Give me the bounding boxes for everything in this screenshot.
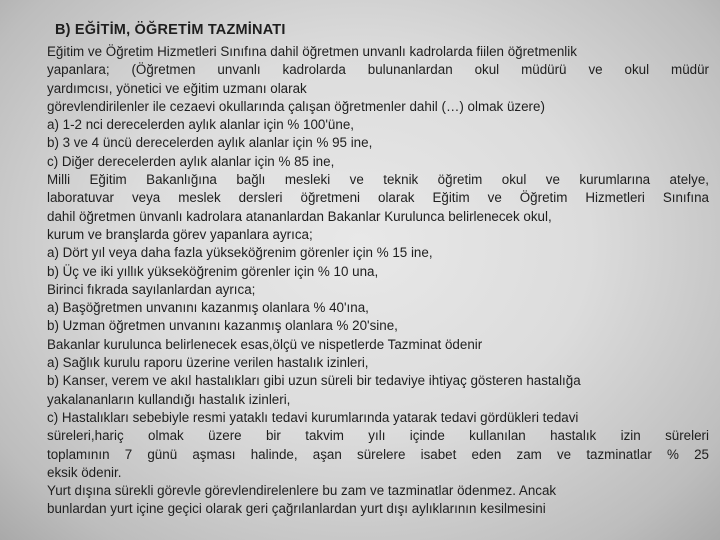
text-line: c) Diğer derecelerden aylık alanlar için % 85 ine, — [47, 153, 335, 169]
text-line: a) Başöğretmen unvanını kazanmış olanlara % 40'ına, — [47, 300, 369, 316]
text-line: a) Sağlık kurulu raporu üzerine verilen hastalık izinleri, — [47, 355, 369, 371]
text-line: Yurt dışına sürekli görevle görevlendirelenlere bu zam ve tazminatlar ödenmez. Ancak — [47, 483, 557, 499]
text-line: Bakanlar kurulunca belirlenecek esas,ölçü ve nispetlerde Tazminat ödenir — [47, 336, 483, 352]
text-line: laboratuvar veya meslek dersleri öğretmeni olarak Eğitim ve Öğretim Hizmetleri Sınıfına — [47, 190, 709, 206]
text-line: toplamının 7 günü aşması halinde, aşan sürelere isabet eden zam ve tazminatlar % 25 — [47, 446, 709, 462]
text-line: a) Dört yıl veya daha fazla yükseköğrenim görenler için % 15 ine, — [47, 245, 433, 261]
text-line: b) Kanser, verem ve akıl hastalıkları gibi uzun süreli bir tedaviye ihtiyaç gösteren hastalığa — [47, 373, 581, 389]
text-line: kurum ve branşlarda görev yapanlara ayrıca; — [47, 226, 313, 242]
text-line: a) 1-2 nci derecelerden aylık alanlar için % 100'üne, — [47, 117, 354, 133]
text-line: yardımcısı, yönetici ve eğitim uzmanı olarak — [47, 80, 307, 96]
text-line: b) Üç ve iki yıllık yükseköğrenim görenler için % 10 una, — [47, 263, 379, 279]
text-line: bunlardan yurt içine geçici olarak geri çağrılanlardan yurt dışı aylıklarının kesilmesini — [47, 501, 546, 517]
text-line: b) Uzman öğretmen unvanını kazanmış olanlara % 20'sine, — [47, 318, 398, 334]
text-line: c) Hastalıkları sebebiyle resmi yataklı tedavi kurumlarında yatarak tedavi gördükleri tedavi — [47, 409, 579, 425]
text-line: dahil öğretmen ünvanlı kadrolara atananlardan Bakanlar Kurulunca belirlenecek okul, — [47, 208, 552, 224]
slide-title: B) EĞİTİM, ÖĞRETİM TAZMİNATI — [55, 22, 286, 38]
text-line: Eğitim ve Öğretim Hizmetleri Sınıfına dahil öğretmen unvanlı kadrolarda fiilen öğretmenlik — [47, 44, 577, 59]
text-line: yapanlara; (Öğretmen unvanlı kadrolarda bulunanlardan okul müdürü ve okul müdür — [47, 62, 709, 78]
text-line: görevlendirilenler ile cezaevi okullarında çalışan öğretmenler dahil (…) olmak üzere) — [47, 98, 545, 114]
text-line: Birinci fıkrada sayılanlardan ayrıca; — [47, 281, 256, 297]
text-line: eksik ödenir. — [47, 464, 122, 480]
text-line: yakalananların kullandığı hastalık izinleri, — [47, 391, 291, 407]
text-line: süreleri,hariç olmak üzere bir takvim yılı içinde kullanılan hastalık izin süreleri — [47, 428, 709, 444]
text-line: b) 3 ve 4 üncü derecelerden aylık alanlar için % 95 ine, — [47, 135, 373, 151]
text-line: Milli Eğitim Bakanlığına bağlı mesleki ve teknik öğretim okul ve kurumlarına atelye, — [47, 172, 709, 188]
slide-body — [47, 43, 709, 519]
